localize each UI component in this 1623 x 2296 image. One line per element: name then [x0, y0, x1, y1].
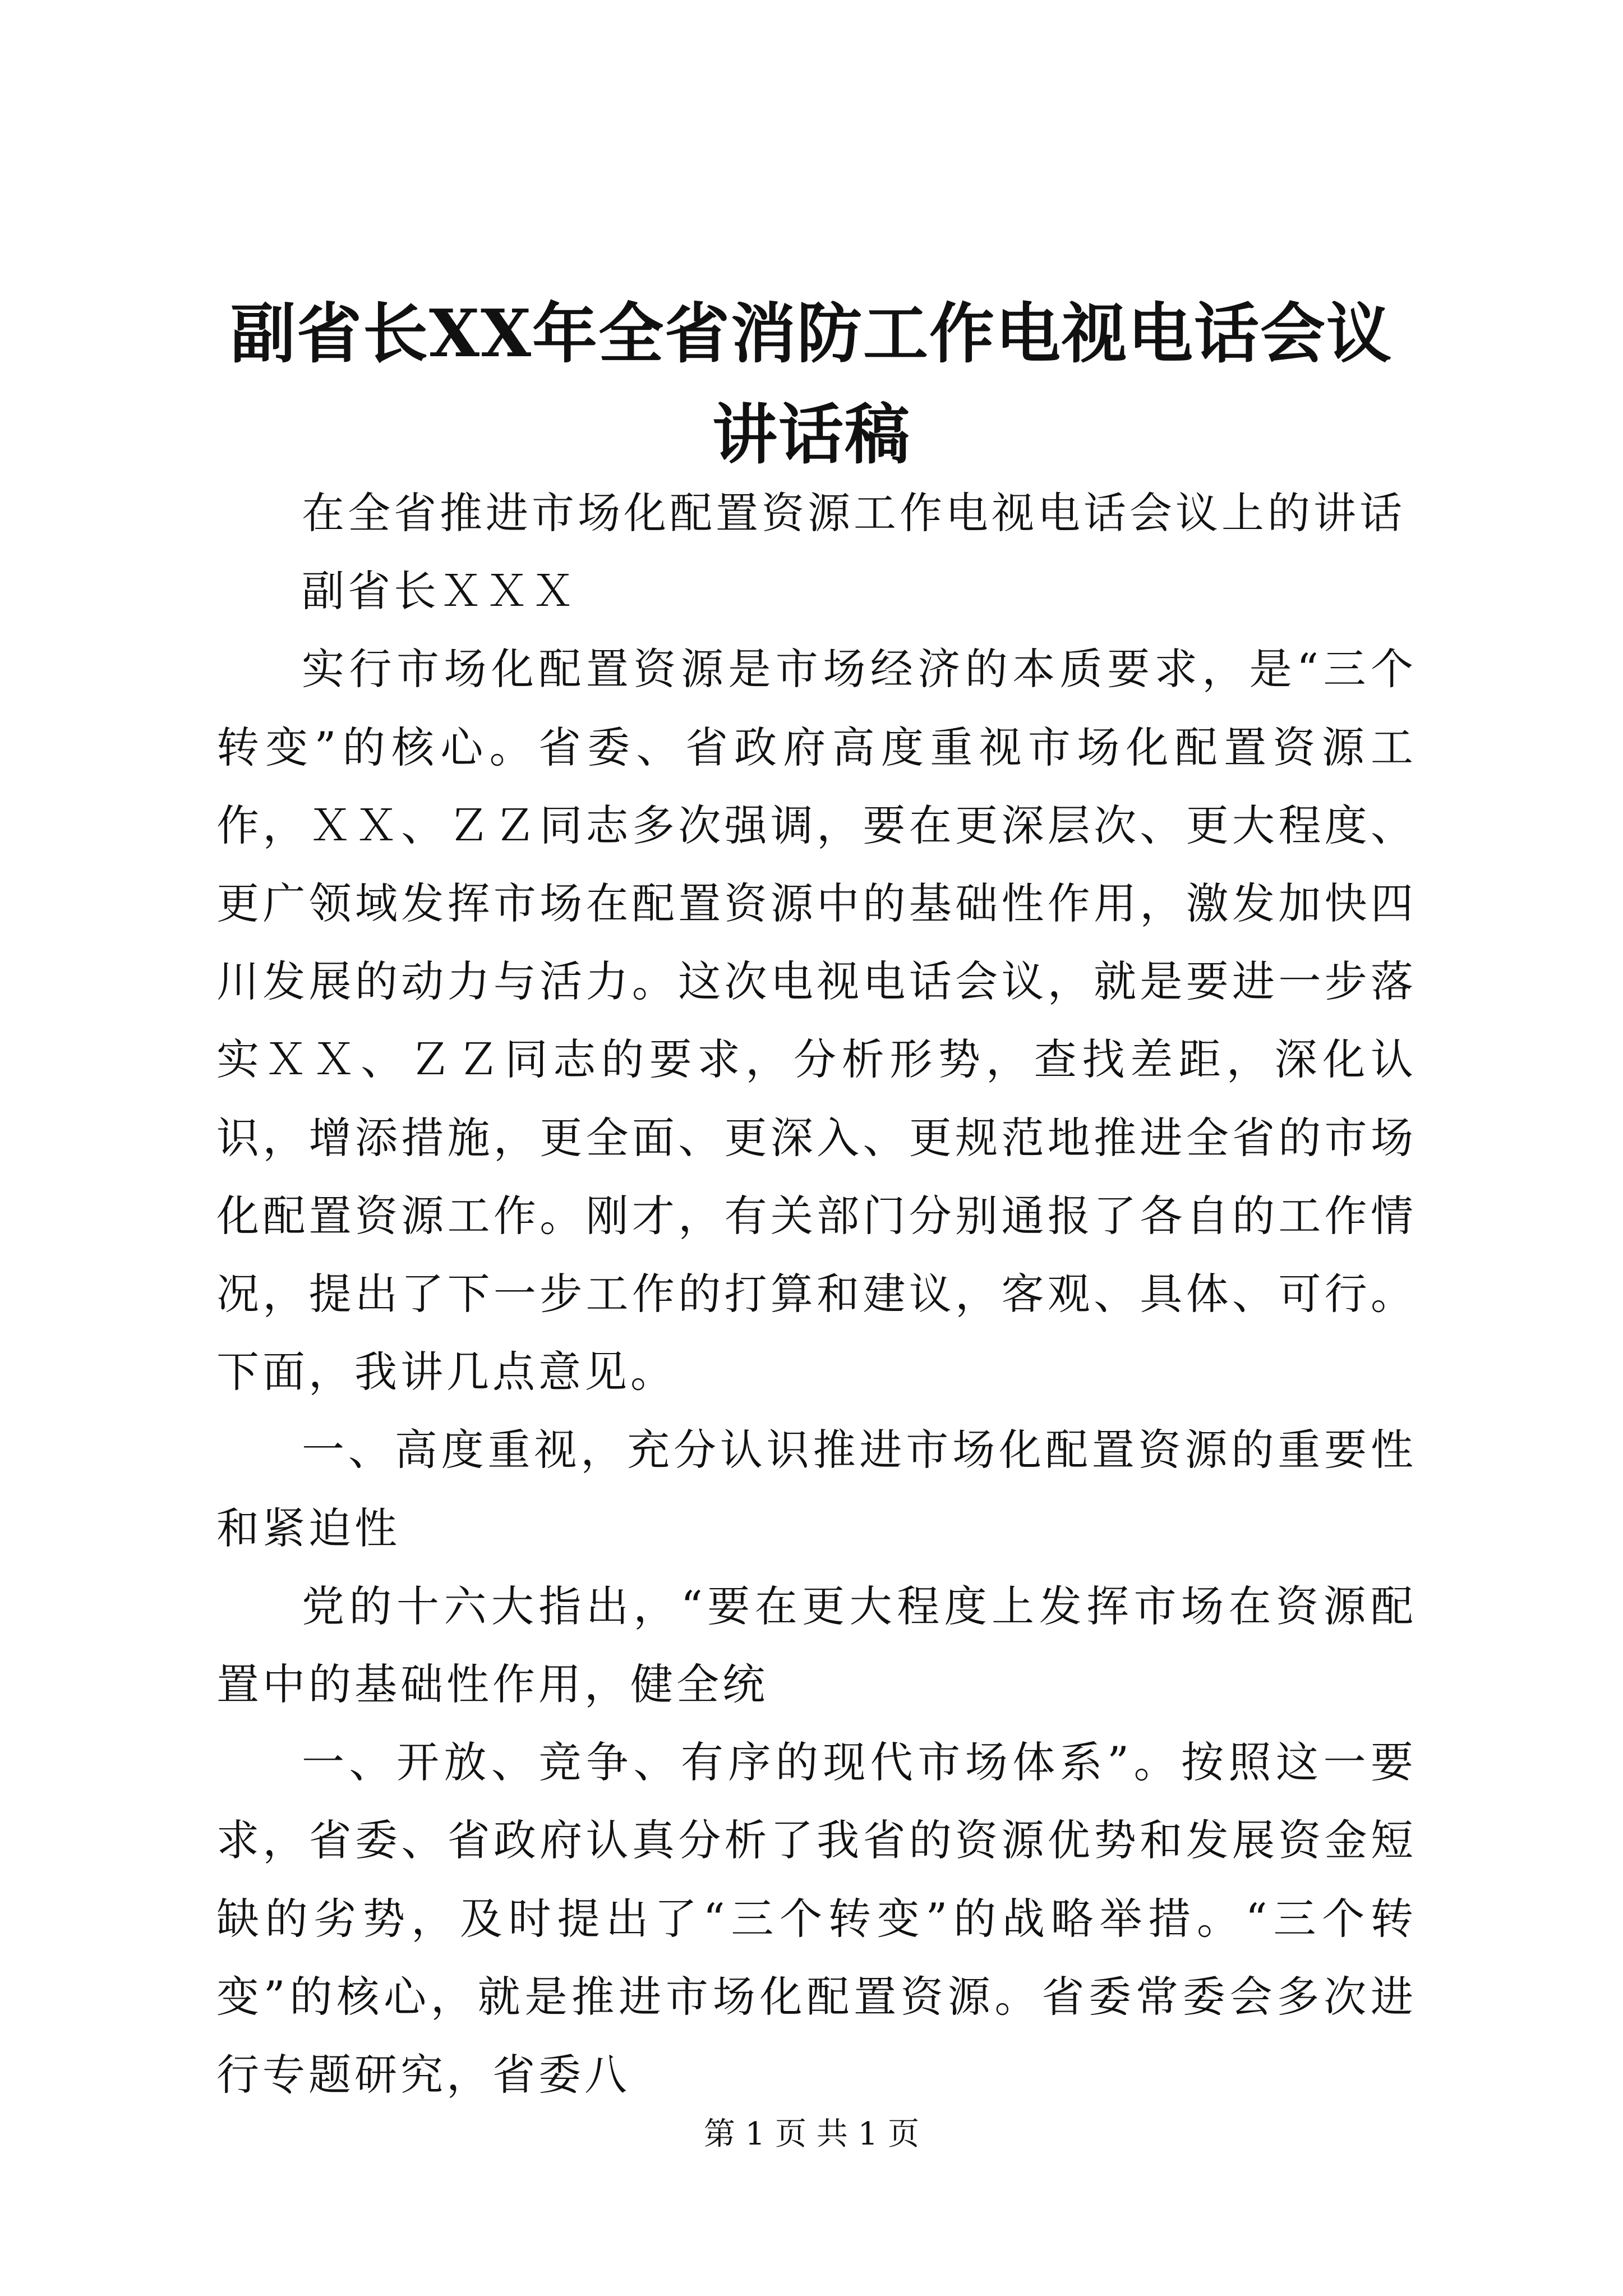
- document-body: [216, 474, 1417, 2114]
- speaker-line: 副省长ＸＸＸ: [302, 566, 578, 616]
- speech-heading: 在全省推进市场化配置资源工作电视电话会议上的讲话: [302, 488, 1405, 538]
- document-title: 副省长XX年全省消防工作电视电话会议讲话稿: [230, 296, 1393, 473]
- page-footer: 第 1 页 共 1 页: [703, 2116, 920, 2152]
- section-heading: 一、高度重视，充分认识推进市场化配置资源的重要性和紧迫性: [216, 1425, 1417, 1553]
- body-paragraph: 党的十六大指出，“要在更大程度上发挥市场在资源配置中的基础性作用，健全统: [216, 1581, 1417, 1710]
- body-paragraph: 一、开放、竞争、有序的现代市场体系”。按照这一要求，省委、省政府认真分析了我省的资源优势和发展资金短缺的劣势，及时提出了“三个转变”的战略举措。“三个转变”的核心，就是推进市场化配置资源。省委常委会多次进行专题研究，省委八: [216, 1737, 1417, 2100]
- body-paragraph: 实行市场化配置资源是市场经济的本质要求，是“三个转变”的核心。省委、省政府高度重视市场化配置资源工作，ＸＸ、ＺＺ同志多次强调，要在更深层次、更大程度、更广领域发挥市场在配置资源中的基础性作用，激发加快四川发展的动力与活力。这次电视电话会议，就是要进一步落实ＸＸ、ＺＺ同志的要求，分析形势，查找差距，深化认识，增添措施，更全面、更深入、更规范地推进全省的市场化配置资源工作。刚才，有关部门分别通报了各自的工作情况，提出了下一步工作的打算和建议，客观、具体、可行。下面，我讲几点意见。: [216, 644, 1417, 1397]
